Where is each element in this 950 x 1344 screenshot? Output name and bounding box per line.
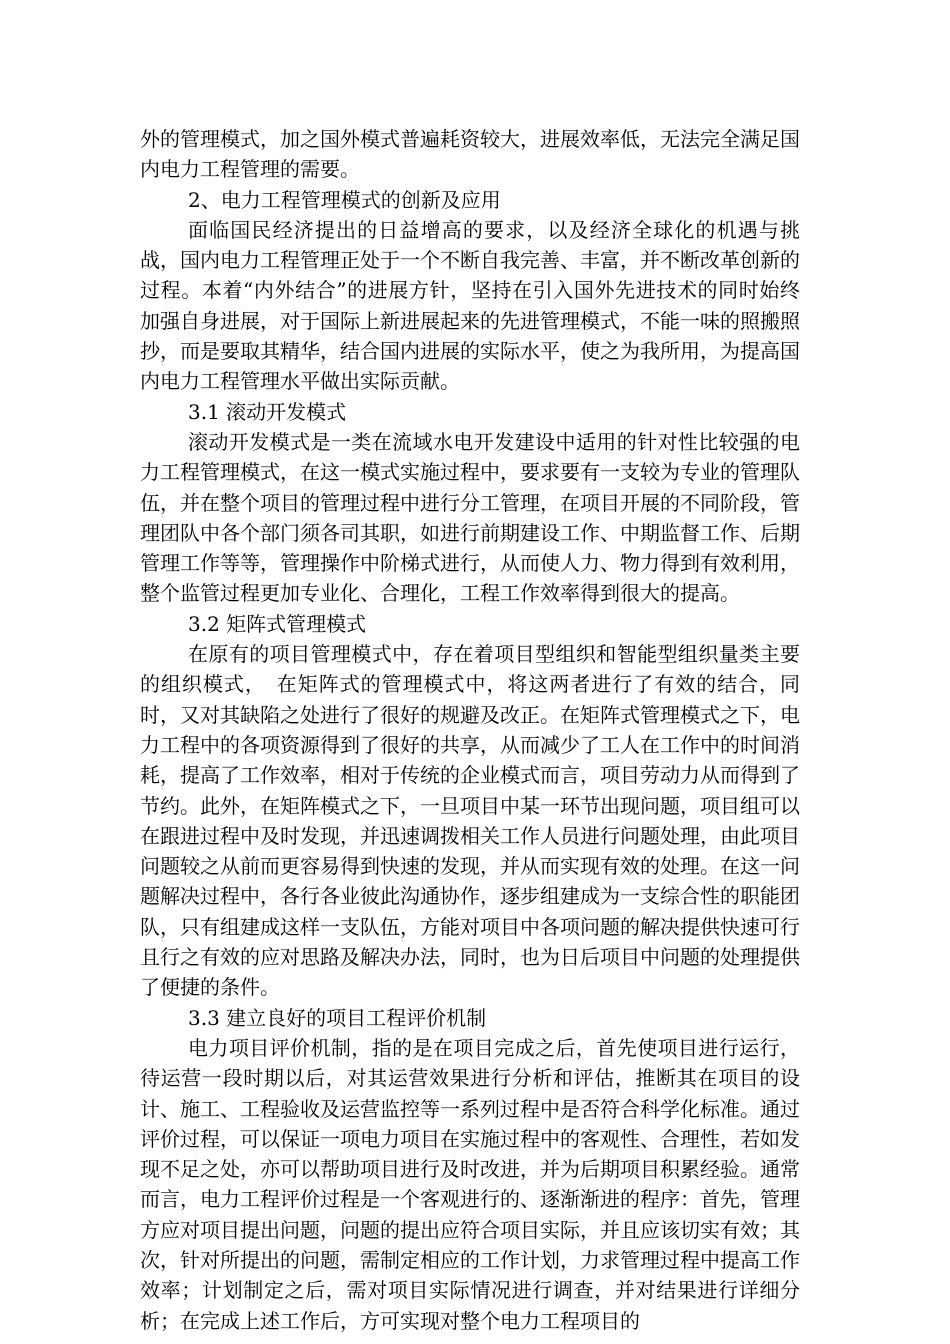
section-heading-3-2: 3.2 矩阵式管理模式	[188, 611, 367, 636]
document-body	[140, 124, 800, 1336]
paragraph-section-3-2-body: 在原有的项目管理模式中，存在着项目型组织和智能型组织量类主要的组织模式， 在矩阵式的管理模式中，将这两者进行了有效的结合，同时，又对其缺陷之处进行了很好的规避及改正。在矩阵式管理模式之下，电力工程中的各项资源得到了很好的共享，从而减少了工人在工作中的时间消耗，提高了工作效率，相对于传统的企业模式而言，项目劳动力从而得到了节约。此外，在矩阵模式之下，一旦项目中某一环节出现问题，项目组可以在跟进过程中及时发现，并迅速调拨相关工作人员进行问题处理，由此项目问题较之从前而更容易得到快速的发现，并从而实现有效的处理。在这一问题解决过程中，各行各业彼此沟通协作，逐步组建成为一支综合性的职能团队，只有组建成这样一支队伍，方能对项目中各项问题的解决提供快速可行且行之有效的应对思路及解决办法，同时，也为日后项目中问题的处理提供了便捷的条件。	[140, 642, 800, 1000]
paragraph-section-3-3-body: 电力项目评价机制，指的是在项目完成之后，首先使项目进行运行，待运营一段时期以后，对其运营效果进行分析和评估，推断其在项目的设计、施工、工程验收及运营监控等一系列过程中是否符合科学化标准。通过评价过程，可以保证一项电力项目在实施过程中的客观性、合理性，若如发现不足之处，亦可以帮助项目进行及时改进，并为后期项目积累经验。通常而言，电力工程评价过程是一个客观进行的、逐渐渐进的程序：首先，管理方应对项目提出问题，问题的提出应符合项目实际，并且应该切实有效；其次，针对所提出的问题，需制定相应的工作计划，力求管理过程中提高工作效率；计划制定之后，需对项目实际情况进行调查，并对结果进行详细分析；在完成上述工作后，方可实现对整个电力工程项目的	[140, 1035, 800, 1333]
section-heading-3-1: 3.1 滚动开发模式	[188, 399, 347, 424]
paragraph-section-2-body: 面临国民经济提出的日益增高的要求，以及经济全球化的机遇与挑战，国内电力工程管理正处于一个不断自我完善、丰富，并不断改革创新的过程。本着“内外结合”的进展方针，坚持在引入国外先进技术的同时始终加强自身进展，对于国际上新进展起来的先进管理模式，不能一味的照搬照抄，而是要取其精华，结合国内进展的实际水平，使之为我所用，为提高国内电力工程管理水平做出实际贡献。	[140, 217, 800, 394]
section-heading-3-3: 3.3 建立良好的项目工程评价机制	[188, 1005, 487, 1030]
paragraph-section-3-1-body: 滚动开发模式是一类在流域水电开发建设中适用的针对性比较强的电力工程管理模式，在这一模式实施过程中，要求要有一支较为专业的管理队伍，并在整个项目的管理过程中进行分工管理，在项目开展的不同阶段，管理团队中各个部门须各司其职，如进行前期建设工作、中期监督工作、后期管理工作等等，管理操作中阶梯式进行，从而使人力、物力得到有效利用，整个监管过程更加专业化、合理化，工程工作效率得到很大的提高。	[140, 429, 800, 606]
paragraph-continuation: 外的管理模式，加之国外模式普遍耗资较大，进展效率低，无法完全满足国内电力工程管理的需要。	[140, 127, 800, 182]
section-heading-2: 2、电力工程管理模式的创新及应用	[188, 187, 501, 212]
